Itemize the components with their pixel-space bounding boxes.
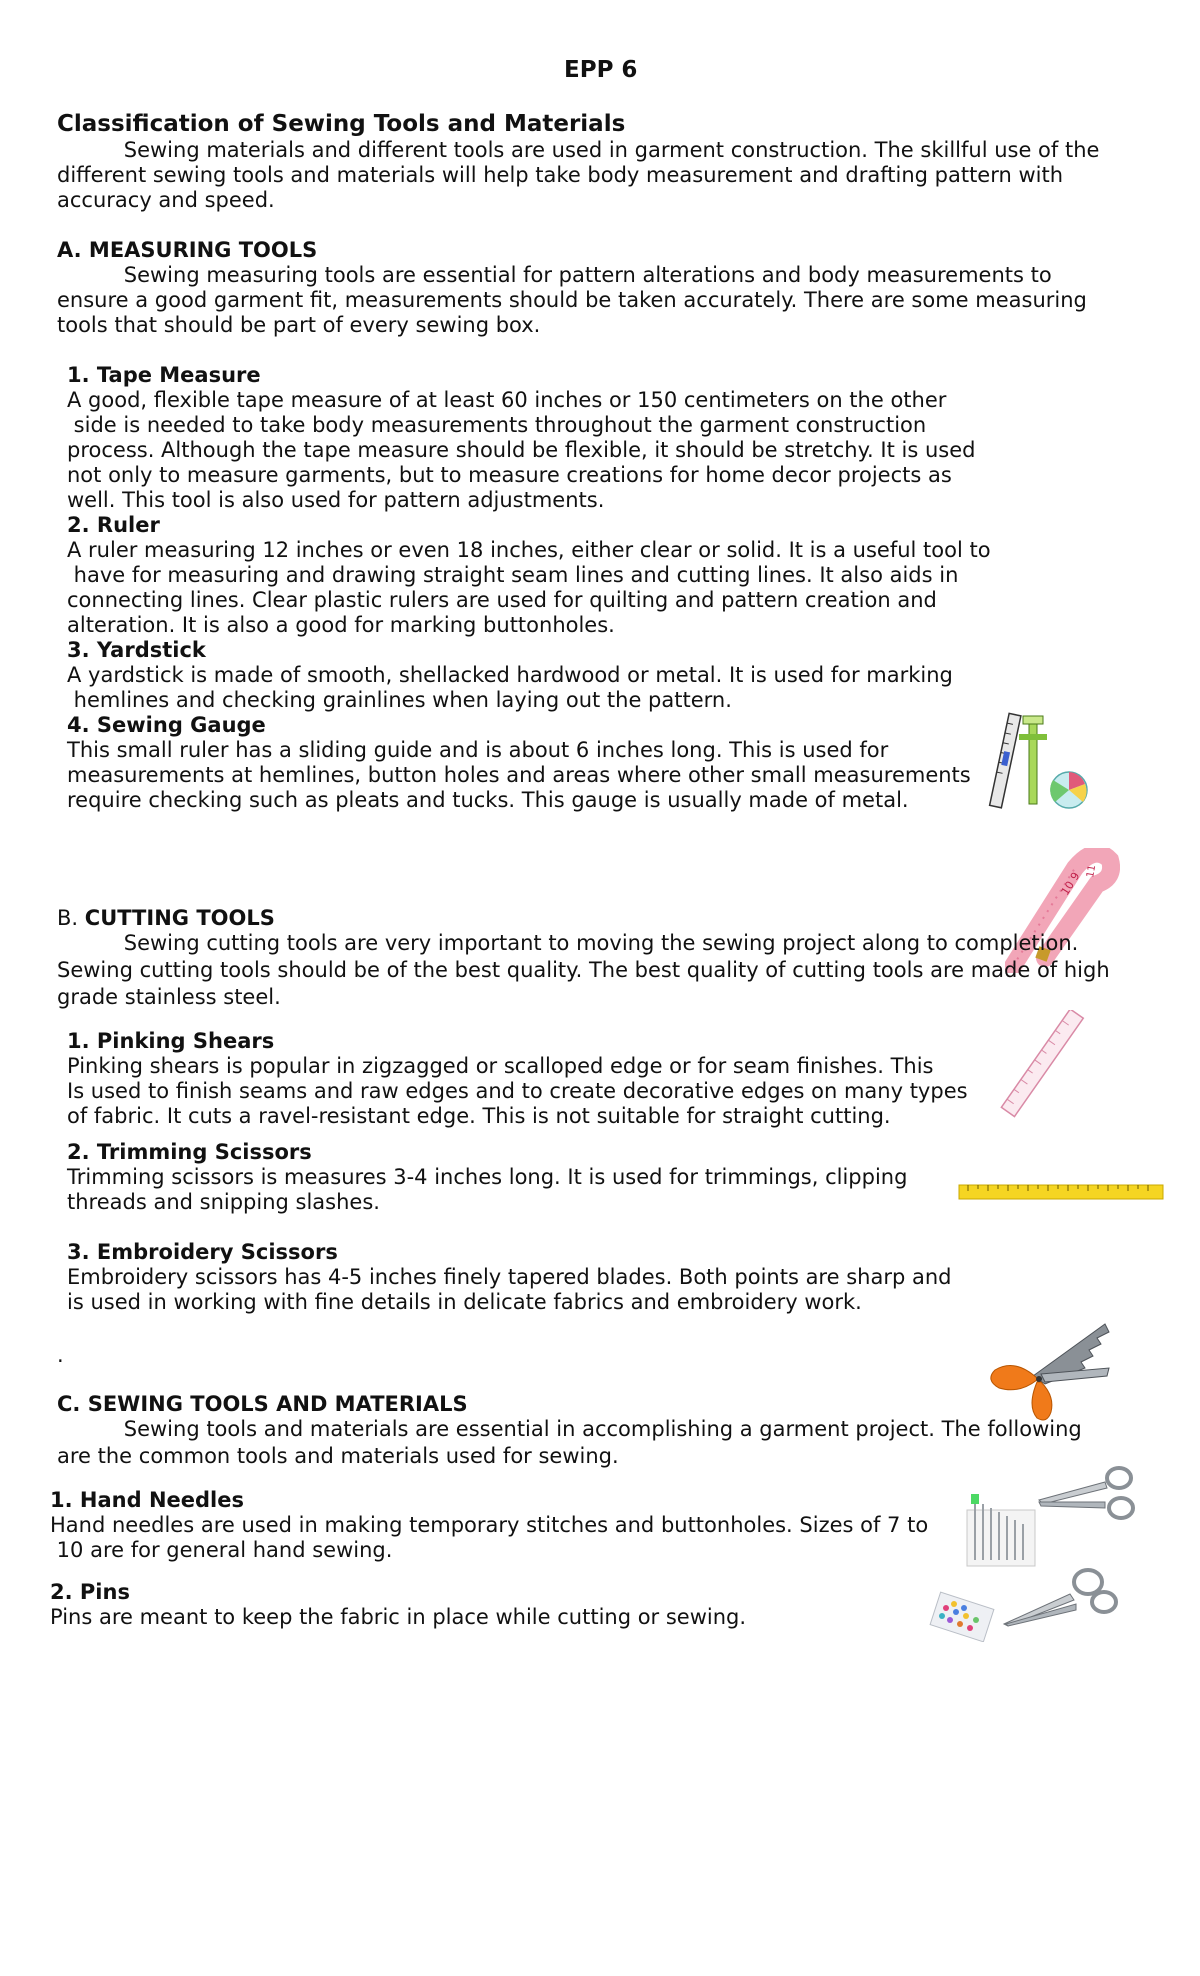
item-line: not only to measure garments, but to measure creations for home decor projects as bbox=[67, 463, 952, 487]
cutting-intro-line: Sewing cutting tools should be of the best quality. The best quality of cutting tools are made of high bbox=[57, 958, 1110, 982]
item-title-sewing-gauge: 4. Sewing Gauge bbox=[67, 713, 266, 737]
item-title-trimming-scissors: 2. Trimming Scissors bbox=[67, 1140, 312, 1164]
item-line: A good, flexible tape measure of at least 60 inches or 150 centimeters on the other bbox=[67, 388, 947, 412]
section-letter: B. bbox=[57, 906, 79, 930]
intro-line: Sewing materials and different tools are used in garment construction. The skillful use of the bbox=[57, 138, 1100, 162]
item-line: is used in working with fine details in delicate fabrics and embroidery work. bbox=[67, 1290, 862, 1314]
item-line: connecting lines. Clear plastic rulers are used for quilting and pattern creation and bbox=[67, 588, 937, 612]
section-heading-text: CUTTING TOOLS bbox=[84, 906, 275, 930]
measuring-intro-line: ensure a good garment fit, measurements should be taken accurately. There are some measuring bbox=[57, 288, 1087, 312]
item-line: Embroidery scissors has 4-5 inches finely tapered blades. Both points are sharp and bbox=[67, 1265, 952, 1289]
cutting-intro-line: Sewing cutting tools are very important to moving the sewing project along to completion. bbox=[57, 931, 1079, 955]
item-line: Trimming scissors is measures 3-4 inches long. It is used for trimmings, clipping bbox=[67, 1165, 908, 1189]
item-line: alteration. It is also a good for marking buttonholes. bbox=[67, 613, 615, 637]
document-header: EPP 6 bbox=[564, 57, 638, 83]
yardstick-illustration bbox=[958, 1183, 1164, 1201]
item-title-tape-measure: 1. Tape Measure bbox=[67, 363, 261, 387]
measuring-intro-line: Sewing measuring tools are essential for pattern alterations and body measurements to bbox=[57, 263, 1052, 287]
item-line: process. Although the tape measure should be flexible, it should be stretchy. It is used bbox=[67, 438, 976, 462]
item-line: well. This tool is also used for pattern adjustments. bbox=[67, 488, 605, 512]
pinking-shears-illustration bbox=[985, 1318, 1115, 1423]
item-line: of fabric. It cuts a ravel-resistant edge. This is not suitable for straight cutting. bbox=[67, 1104, 891, 1128]
item-line: 10 are for general hand sewing. bbox=[50, 1538, 393, 1562]
gauge-ruler-icon bbox=[990, 713, 1021, 807]
item-title-yardstick: 3. Yardstick bbox=[67, 638, 206, 662]
intro-line: accuracy and speed. bbox=[57, 188, 275, 212]
sewing-gauge-illustration bbox=[985, 712, 1090, 812]
item-line: Pins are meant to keep the fabric in place while cutting or sewing. bbox=[50, 1605, 747, 1629]
stray-period: . bbox=[57, 1343, 64, 1367]
section-heading-sewing: C. SEWING TOOLS AND MATERIALS bbox=[57, 1392, 468, 1416]
sewing-intro-line: Sewing tools and materials are essential in accomplishing a garment project. The following bbox=[57, 1417, 1082, 1441]
item-title-pins: 2. Pins bbox=[50, 1580, 130, 1604]
item-line: Is used to finish seams and raw edges and to create decorative edges on many types bbox=[67, 1079, 968, 1103]
item-title-ruler: 2. Ruler bbox=[67, 513, 160, 537]
section-heading-measuring: A. MEASURING TOOLS bbox=[57, 238, 318, 262]
item-title-hand-needles: 1. Hand Needles bbox=[50, 1488, 244, 1512]
ruler-icon bbox=[1001, 1010, 1083, 1117]
clear-ruler-illustration bbox=[992, 1010, 1092, 1120]
main-title: Classification of Sewing Tools and Materials bbox=[57, 111, 626, 137]
item-line: This small ruler has a sliding guide and is about 6 inches long. This is used for bbox=[67, 738, 889, 762]
dial-gauge-icon bbox=[1050, 772, 1087, 808]
item-line: require checking such as pleats and tucks. This gauge is usually made of metal. bbox=[67, 788, 909, 812]
trimming-scissors-illustration bbox=[1035, 1462, 1135, 1524]
section-heading-cutting bbox=[57, 906, 275, 931]
item-title-embroidery-scissors: 3. Embroidery Scissors bbox=[67, 1240, 338, 1264]
item-line: threads and snipping slashes. bbox=[67, 1190, 380, 1214]
item-line: A ruler measuring 12 inches or even 18 inches, either clear or solid. It is a useful tool to bbox=[67, 538, 991, 562]
sewing-intro-line: are the common tools and materials used for sewing. bbox=[57, 1444, 619, 1468]
pins-illustration bbox=[928, 1590, 998, 1642]
embroidery-scissors-illustration bbox=[1000, 1558, 1120, 1628]
svg-text:11: 11 bbox=[1085, 864, 1099, 879]
item-line: side is needed to take body measurements throughout the garment construction bbox=[67, 413, 927, 437]
cutting-intro-line: grade stainless steel. bbox=[57, 985, 281, 1009]
item-line: Pinking shears is popular in zigzagged or scalloped edge or for seam finishes. This bbox=[67, 1054, 934, 1078]
item-title-pinking-shears: 1. Pinking Shears bbox=[67, 1029, 275, 1053]
measuring-intro-line: tools that should be part of every sewing box. bbox=[57, 313, 541, 337]
item-line: hemlines and checking grainlines when laying out the pattern. bbox=[67, 688, 732, 712]
item-line: have for measuring and drawing straight seam lines and cutting lines. It also aids in bbox=[67, 563, 959, 587]
svg-text:10 9: 10 9 bbox=[1058, 869, 1083, 898]
slider-gauge-icon bbox=[1019, 716, 1047, 804]
item-line: measurements at hemlines, button holes and areas where other small measurements bbox=[67, 763, 971, 787]
intro-line: different sewing tools and materials will help take body measurement and drafting pattern with bbox=[57, 163, 1064, 187]
item-line: A yardstick is made of smooth, shellacked hardwood or metal. It is used for marking bbox=[67, 663, 953, 687]
item-line: Hand needles are used in making temporary stitches and buttonholes. Sizes of 7 to bbox=[50, 1513, 929, 1537]
